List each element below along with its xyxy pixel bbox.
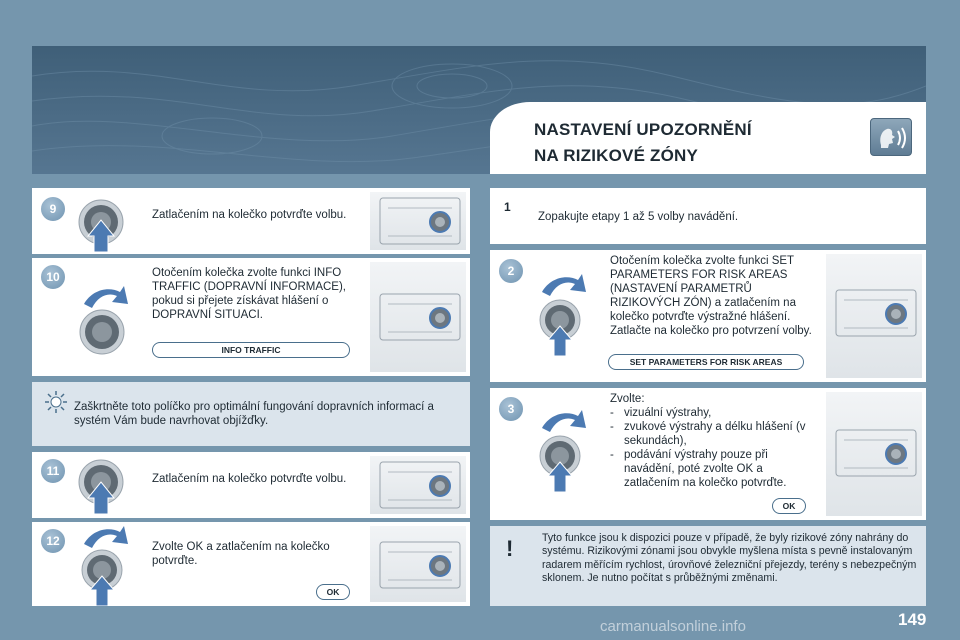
title-line-1: NASTAVENÍ UPOZORNĚNÍ (534, 120, 752, 139)
section-title-box (490, 102, 926, 174)
step-text: Zatlačením na kolečko potvrďte volbu. (152, 209, 347, 221)
control-panel-icon (374, 288, 466, 346)
step-badge: 9 (40, 196, 66, 222)
section-title (534, 117, 752, 169)
step-text: Zatlačením na kolečko potvrďte volbu. (152, 473, 347, 485)
step-12-card (32, 522, 470, 606)
rotate-press-knob-icon (530, 410, 592, 494)
step-badge: 10 (40, 264, 66, 290)
info-traffic-button[interactable]: INFO TRAFFIC (152, 342, 350, 358)
step-2-card (490, 250, 926, 382)
list-item: - zvukové výstrahy a délku hlášení (v sekundách), (610, 420, 820, 448)
step-badge: 11 (40, 458, 66, 484)
page-number: 149 (898, 610, 927, 629)
tip-sun-icon (44, 390, 68, 414)
step-text: Otočením kolečka zvolte funkci SET PARAMETERS FOR RISK AREAS (NASTAVENÍ PARAMETRŮ RIZIKOVÝCH ZÓN) a zatlačením na kolečko potvrďte výstražné hlášení. Zatlačte na kolečko pro potvrzení volby. (610, 255, 812, 337)
tip-text: Zaškrtněte toto políčko pro optimální fungování dopravních informací a systém Vám bude navrhovat objížďky. (74, 401, 434, 427)
rotate-press-knob-icon (72, 526, 134, 606)
step-number: 1 (504, 200, 511, 214)
control-panel-icon (830, 284, 922, 342)
step-1-card (490, 188, 926, 244)
press-knob-icon (72, 196, 130, 254)
step-badge: 12 (40, 528, 66, 554)
rotate-press-knob-icon (530, 274, 592, 358)
list-item: - podávání výstrahy pouze při navádění, poté zvolte OK a zatlačením na kolečko potvrďte. (610, 448, 820, 490)
ok-button[interactable]: OK (316, 584, 350, 600)
control-panel-icon (374, 456, 466, 514)
press-knob-icon (72, 456, 130, 516)
tip-box (32, 382, 470, 446)
step-3-card (490, 388, 926, 520)
step-badge: 3 (498, 396, 524, 422)
ok-button[interactable]: OK (772, 498, 806, 514)
exclamation-icon: ! (506, 536, 514, 561)
control-panel-icon (374, 192, 466, 250)
control-panel-icon (374, 536, 466, 594)
warning-text: Tyto funkce jsou k dispozici pouze v případě, že byly rizikové zóny nahrány do systému. Rizikovými zónami jsou obvykle myšlena místa s pevně instalovaným radarem měřícím rychlost, úrovňové železniční přejezdy, terény s nebezpečným sklonem. Je nutno počítat s průběžnými změnami. (542, 532, 917, 585)
voice-speaker-icon (870, 118, 912, 156)
step-text: Zvolte OK a zatlačením na kolečko potvrďte. (152, 541, 330, 567)
step-text (610, 392, 820, 490)
control-panel-icon (830, 424, 922, 482)
set-parameters-button[interactable]: SET PARAMETERS FOR RISK AREAS (608, 354, 804, 370)
step-10-card (32, 258, 470, 376)
rotate-knob-icon (72, 284, 134, 362)
list-item: - vizuální výstrahy, (610, 406, 820, 420)
step-text: Otočením kolečka zvolte funkci INFO TRAFFIC (DOPRAVNÍ INFORMACE), pokud si přejete získávat hlášení o DOPRAVNÍ SITUACI. (152, 267, 347, 321)
watermark: carmanualsonline.info (600, 618, 746, 635)
step-9-card (32, 188, 470, 254)
step-11-card (32, 452, 470, 518)
step-badge: 2 (498, 258, 524, 284)
step-intro: Zvolte: (610, 393, 645, 405)
step-text: Zopakujte etapy 1 až 5 volby navádění. (538, 211, 739, 223)
warning-box (490, 526, 926, 606)
title-line-2: NA RIZIKOVÉ ZÓNY (534, 146, 699, 165)
options-list (610, 406, 820, 490)
